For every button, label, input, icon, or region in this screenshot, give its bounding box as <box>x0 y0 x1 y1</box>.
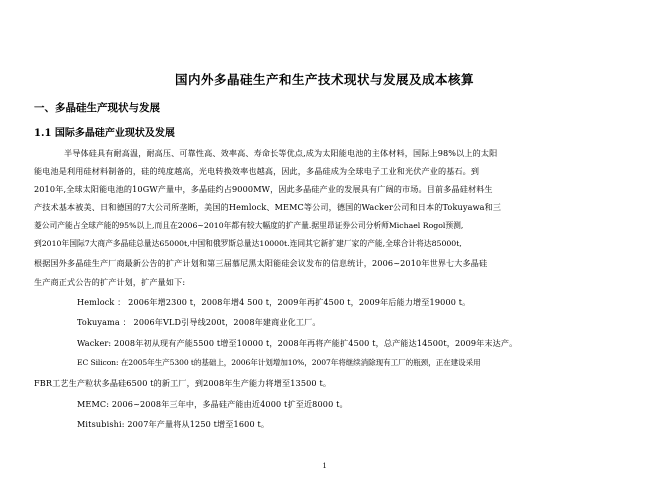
section-heading: 一、多晶硅生产现状与发展 <box>34 102 160 114</box>
paragraph-line: 菱公司产能占全球产能的95%以上,而且在2006~2010年都有较大幅度的扩产量.据里昂证券公司分析师Michael Rogol预测, <box>34 221 464 230</box>
document-title: 国内外多晶硅生产和生产技术现状与发展及成本核算 <box>174 72 474 87</box>
company-item-tokuyama: Tokuyama ： 2006年VLD引导线200t，2008年建商业化工厂。 <box>77 317 321 327</box>
page-number: 1 <box>322 461 327 470</box>
paragraph-line: 能电池是利用硅材料制备的，硅的纯度越高，光电转换效率也越高，因此，多晶硅成为全球电子工业和光伏产业的基石。到 <box>34 166 480 176</box>
subsection-heading: 1.1 国际多晶硅产业现状及发展 <box>34 128 175 139</box>
company-item-wacker: Wacker: 2008年初从现有产能5500 t增至10000 t，2008年再将产能扩4500 t，总产能达14500t，2009年末达产。 <box>77 338 518 348</box>
company-item-hemlock: Hemlock ： 2006年增2300 t，2008年增4 500 t，2009年再扩4500 t，2009年后能力增至19000 t。 <box>77 297 471 307</box>
paragraph-line: 到2010年国际7大商产多晶硅总量达65000t,中国和俄罗斯总量达10000t.连同其它新扩建厂家的产能,全球合计将达85000t, <box>34 239 462 248</box>
company-item-ec-silicon: EC Silicon: 在2005年生产5300 t的基础上，2006年计划增加10%，2007年将继续消除现有工厂的瓶颈，正在建设采用 <box>77 358 481 367</box>
paragraph-line: 半导体硅具有耐高温，耐高压、可靠性高、效率高、寿命长等优点,成为太阳能电池的主体材料，国际上98%以上的太阳 <box>64 148 498 158</box>
company-item-memc: MEMC: 2006~2008年三年中，多晶硅产能由近4000 t扩至近8000 t。 <box>77 399 348 409</box>
paragraph-line: 2010年,全球太阳能电池的10GW产量中，多晶硅约占9000MW，因此多晶硅产业的发展具有广阔的市场。目前多晶硅材料生 <box>34 184 493 194</box>
paragraph-line: 产技术基本被美、日和德国的7大公司所垄断，美国的Hemlock、MEMC等公司，德国的Wacker公司和日本的Tokuyawa和三 <box>34 202 502 212</box>
company-item-ec-silicon-cont: FBR工艺生产粒状多晶硅6500 t的新工厂，到2008年生产能力将增至13500 t。 <box>34 378 332 388</box>
company-item-mitsubishi: Mitsubishi: 2007年产量将从1250 t增至1600 t。 <box>77 419 270 429</box>
paragraph-line: 生产商正式公告的扩产计划，扩产量如下: <box>34 277 186 287</box>
paragraph-line: 根据国外多晶硅生产厂商最新公告的扩产计划和第三届慕尼黑太阳能硅会议发布的信息统计，2006~2010年世界七大多晶硅 <box>34 258 488 268</box>
